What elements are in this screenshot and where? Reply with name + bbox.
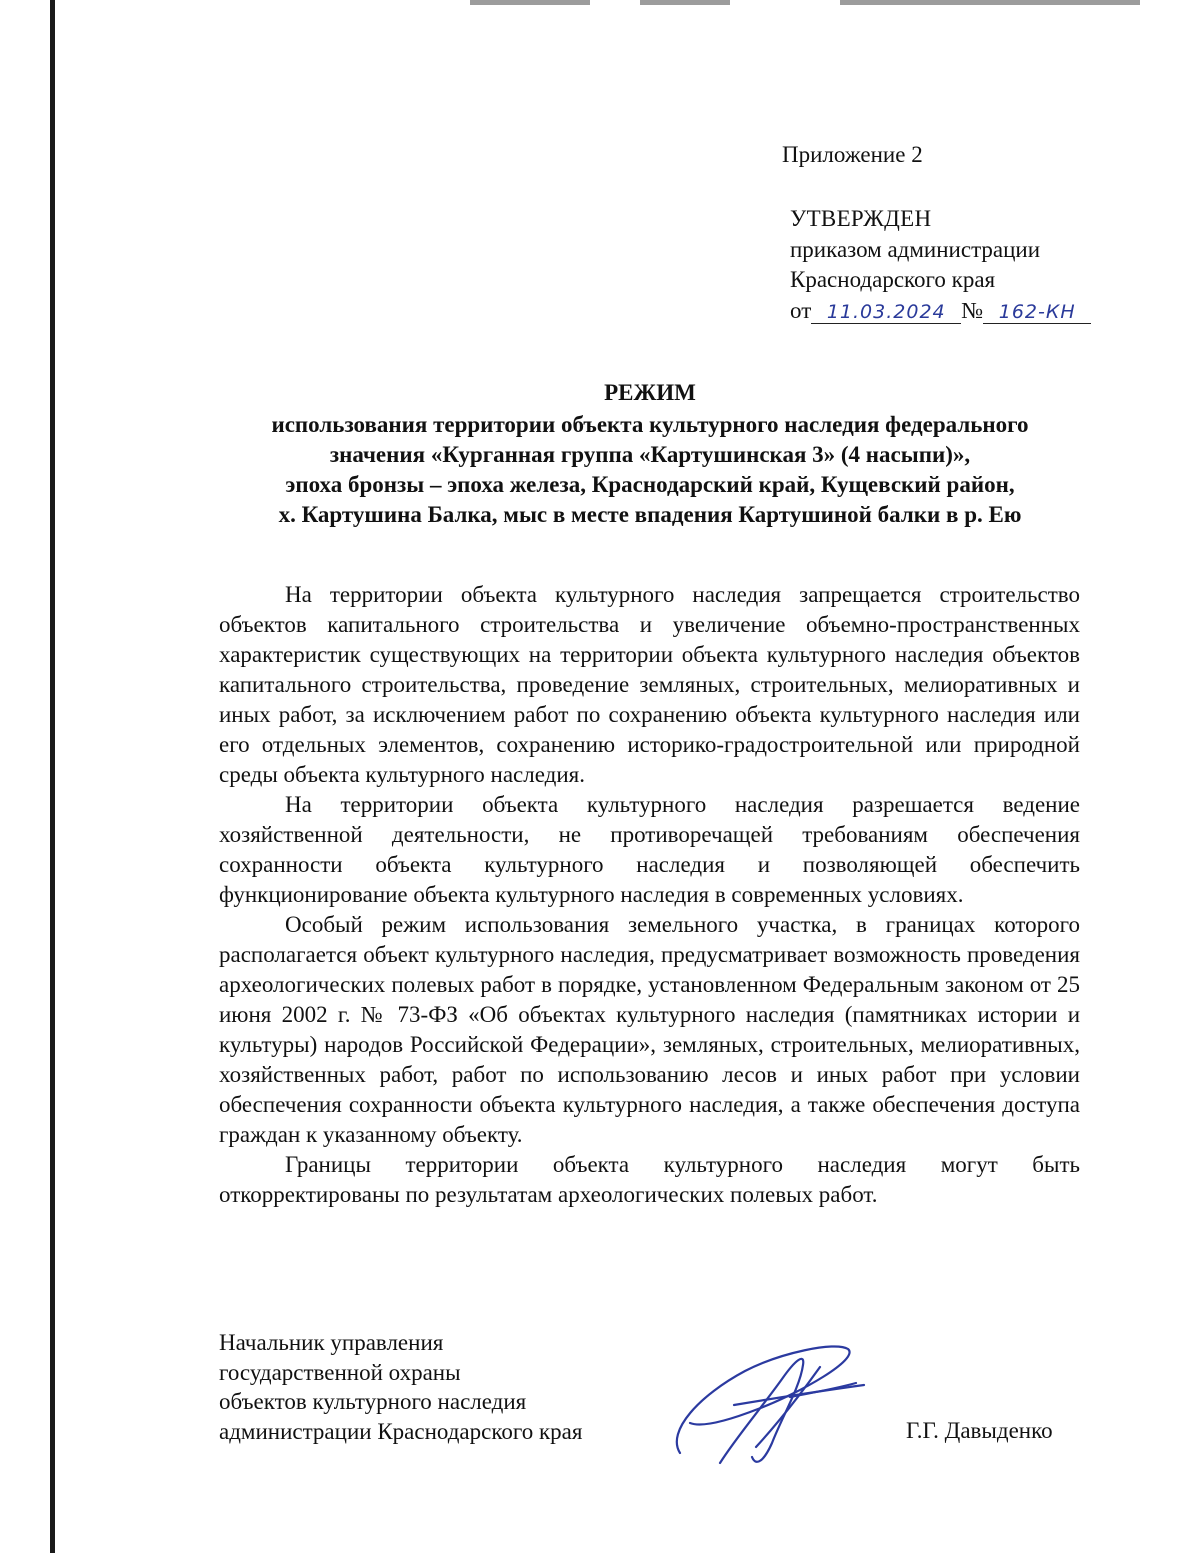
title-main: РЕЖИМ [604, 380, 696, 405]
paragraph-permitted-activity: На территории объекта культурного наследия разрешается ведение хозяйственной деятельности, не противоречащей требованиям обеспечения сохранности объекта культурного наследия и позволяющей обеспечить функционирование объекта культурного наследия в современных условиях. [219, 792, 1080, 907]
signer-name: Г.Г. Давыденко [906, 1418, 1053, 1443]
handwritten-date: 11.03.2024 [811, 301, 961, 324]
document-title [170, 378, 1130, 530]
document-body [219, 580, 1080, 1210]
scan-border [50, 0, 55, 1553]
title-line: эпоха бронзы – эпоха железа, Краснодарский край, Кущевский район, [285, 472, 1015, 497]
approval-authority-line: Краснодарского края [790, 267, 996, 292]
position-line: администрации Краснодарского края [219, 1418, 583, 1444]
signature-strokes [677, 1346, 864, 1463]
approval-block [790, 204, 1091, 326]
title-line: значения «Курганная группа «Картушинская 3» (4 насыпи)», [329, 442, 971, 467]
position-line: государственной охраны [219, 1359, 461, 1385]
approval-order-line: приказом администрации [790, 236, 1041, 262]
date-prefix: от [790, 297, 812, 323]
paragraph-special-regime: Особый режим использования земельного участка, в границах которого располагается объект культурного наследия, предусматривает возможность проведения археологических полевых работ в порядке, установленном Федеральным законом от 25 июня 2002 г. № 73-ФЗ «Об объектах культурного наследия (памятниках истории и культуры) народов Российской Федерации», земляных, строительных, мелиоративных, хозяйственных работ, работ по использованию лесов и иных работ при условии обеспечения сохранности объекта культурного наследия, а также обеспечения доступа граждан к указанному объекту. [219, 912, 1080, 1147]
handwritten-order-number: 162-КН [983, 301, 1091, 324]
scan-top-artifacts [0, 0, 1200, 8]
title-line: х. Картушина Балка, мыс в месте впадения Картушиной балки в р. Ею [278, 502, 1022, 527]
title-line: использования территории объекта культурного наследия федерального [271, 412, 1029, 437]
handwritten-signature [660, 1335, 870, 1470]
approval-status: УТВЕРЖДЕН [790, 206, 932, 231]
appendix-label: Приложение 2 [782, 142, 923, 167]
position-line: Начальник управления [219, 1330, 444, 1355]
signatory-position [219, 1328, 582, 1446]
paragraph-prohibitions: На территории объекта культурного наследия запрещается строительство объектов капитального строительства и увеличение объемно-пространственных характеристик существующих на территории объекта культурного наследия объектов капитального строительства, проведение земляных, строительных, мелиоративных и иных работ, за исключением работ по сохранению объекта культурного наследия или его отдельных элементов, сохранению историко-градостроительной или природной среды объекта культурного наследия. [219, 582, 1080, 787]
paragraph-boundaries: Границы территории объекта культурного наследия могут быть откорректированы по результатам археологических полевых работ. [219, 1152, 1080, 1207]
signature-stroke [720, 1359, 803, 1463]
approval-date-number-line [790, 296, 1091, 327]
number-prefix: № [961, 297, 984, 323]
position-line: объектов культурного наследия [219, 1389, 527, 1415]
